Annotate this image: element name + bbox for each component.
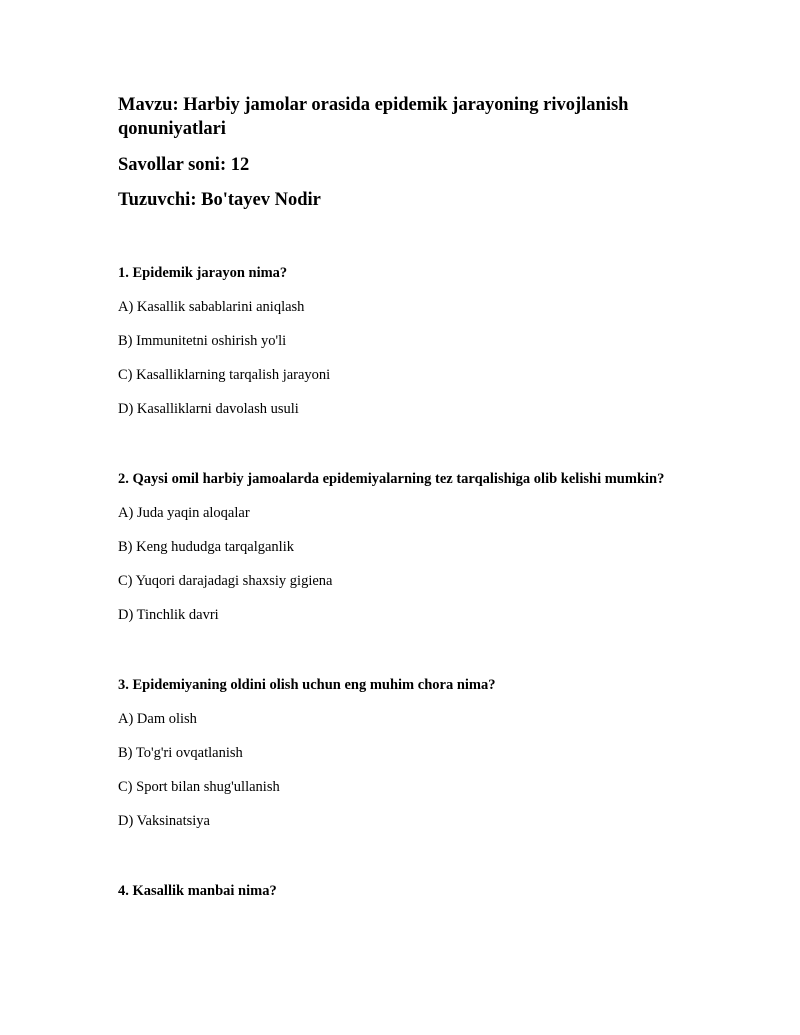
answer-option: B) Immunitetni oshirish yo'li [118, 333, 287, 349]
answer-option: A) Juda yaqin aloqalar [118, 505, 250, 521]
question-text: 4. Kasallik manbai nima? [118, 883, 277, 899]
question-count: Savollar soni: 12 [118, 155, 250, 175]
answer-option: A) Kasallik sabablarini aniqlash [118, 299, 305, 315]
question-item [118, 468, 678, 626]
answer-option: C) Sport bilan shug'ullanish [118, 779, 280, 795]
question-list [118, 262, 678, 950]
answer-option: D) Kasalliklarni davolash usuli [118, 401, 299, 417]
answer-option: C) Yuqori darajadagi shaxsiy gigiena [118, 573, 333, 589]
question-text: 2. Qaysi omil harbiy jamoalarda epidemiyalarning tez tarqalishiga olib kelishi mumkin? [118, 471, 665, 487]
question-text: 3. Epidemiyaning oldini olish uchun eng muhim chora nima? [118, 677, 496, 693]
answer-option: B) Keng hududga tarqalganlik [118, 539, 294, 555]
answer-option: B) To'g'ri ovqatlanish [118, 745, 243, 761]
question-item [118, 262, 678, 420]
question-item [118, 880, 678, 902]
topic-heading: Mavzu: Harbiy jamolar orasida epidemik jarayoning rivojlanish qonuniyatlari [118, 95, 629, 139]
answer-option: D) Tinchlik davri [118, 607, 219, 623]
answer-option: D) Vaksinatsiya [118, 813, 210, 829]
answer-option: A) Dam olish [118, 711, 197, 727]
question-text: 1. Epidemik jarayon nima? [118, 265, 288, 281]
question-item [118, 674, 678, 832]
document-header [118, 93, 678, 212]
author-line: Tuzuvchi: Bo'tayev Nodir [118, 190, 321, 210]
answer-option: C) Kasalliklarning tarqalish jarayoni [118, 367, 331, 383]
